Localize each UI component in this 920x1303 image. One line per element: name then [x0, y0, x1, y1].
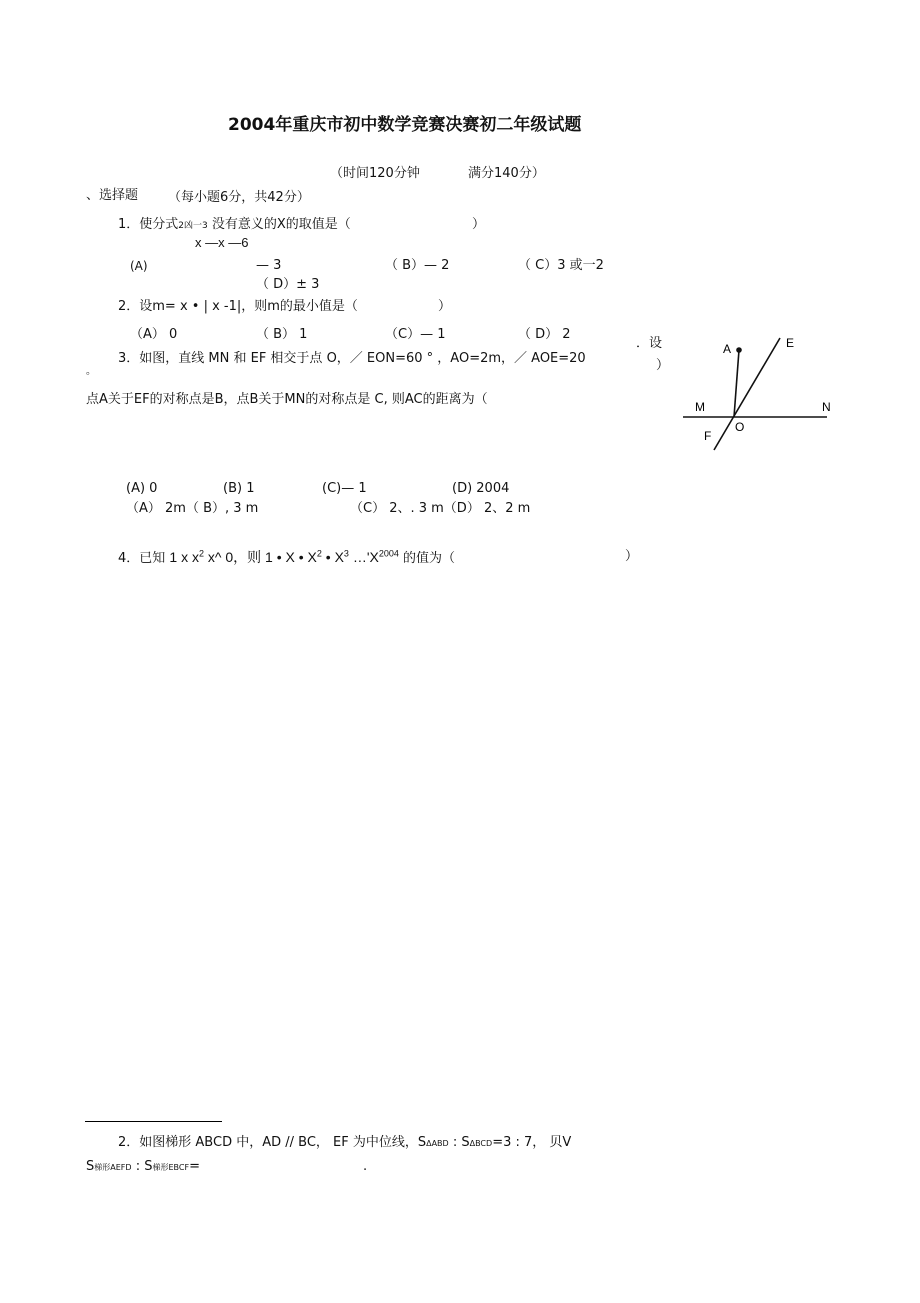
q4-expr-part3: • X — [321, 549, 344, 565]
q4-expr-part1: 1 x x — [169, 549, 199, 565]
q4-expression — [169, 549, 398, 565]
section-note: （每小题6分，共42分） — [168, 190, 310, 205]
footnote-line1-b: : S — [448, 1135, 470, 1150]
q4-exponent-4: 2004 — [378, 548, 399, 559]
point-a — [736, 347, 742, 353]
figure-label-m: M — [695, 400, 705, 414]
q3-paren-close: ） — [656, 358, 670, 373]
q1-option-c: （ C）3 或一2 — [518, 258, 604, 273]
q1-option-a: (A) — [130, 259, 148, 273]
q4-exponent-2: 2 — [316, 548, 322, 559]
q1-stem — [118, 217, 351, 234]
footnote-line1-c: =3 : 7， 贝V — [492, 1135, 572, 1150]
section-label: 、选择题 — [86, 188, 139, 203]
q1-stem-fraction: 2凶一3 — [178, 221, 208, 231]
score-note: 满分140分） — [468, 166, 545, 181]
q1-stem-a: 1．使分式 — [118, 217, 179, 232]
q4-exponent-3: 3 — [343, 548, 349, 559]
q1-option-a-value: — 3 — [256, 258, 282, 273]
q2-option-d: （ D） 2 — [518, 327, 571, 342]
q1-denominator: x —x —6 — [195, 235, 249, 250]
footnote-line2 — [86, 1159, 200, 1176]
q3-answer-c-d: （C） 2、. 3 m（D） 2、2 m — [350, 501, 531, 516]
footnote-sub-ebcf: 梯形EBCF — [152, 1163, 190, 1172]
q1-stem-b: 没有意义的X的取值是（ — [211, 217, 351, 232]
q2-option-a: （A） 0 — [130, 327, 178, 342]
footnote-rule — [85, 1121, 222, 1122]
figure-label-f: F — [704, 429, 712, 443]
footnote-line2-b: : S — [131, 1159, 153, 1174]
q4-stem-a: 4．已知 — [118, 551, 166, 566]
q3-line2: 点A关于EF的对称点是B，点B关于MN的对称点是 C, 则AC的距离为（ — [86, 392, 488, 407]
footnote-line1-a: 2．如图梯形 ABCD 中，AD // BC， EF 为中位线，S — [118, 1135, 427, 1150]
q4-expr-part2: x^ 0，则 1 • X • X — [204, 549, 317, 565]
q2-paren-close: ） — [438, 299, 452, 314]
figure-label-e: E — [786, 336, 795, 350]
q2-option-c: （C）— 1 — [385, 327, 446, 342]
footnote-line2-end: . — [363, 1159, 368, 1174]
segment-ao — [734, 350, 739, 417]
figure-label-n: N — [822, 400, 830, 414]
q3-option-b: (B) 1 — [223, 481, 255, 496]
q3-answer-a-b: （A） 2m（ B）, 3 m — [126, 501, 259, 516]
q2-stem: 2．设m= x • | x -1|，则m的最小值是（ — [118, 299, 358, 314]
figure-label-a: A — [723, 342, 732, 356]
q3-option-a: (A) 0 — [126, 481, 158, 496]
q4-stem — [118, 549, 455, 567]
q3-option-d: (D) 2004 — [452, 481, 510, 496]
q4-paren-close: ） — [625, 549, 639, 564]
footnote-line1 — [118, 1135, 571, 1152]
time-note: （时间120分钟 — [330, 166, 420, 181]
q1-option-d: （ D）± 3 — [256, 277, 320, 292]
q4-stem-b: 的值为（ — [398, 551, 456, 566]
q3-stem: 3．如图，直线 MN 和 EF 相交于点 O，／ EON=60 ° ，AO=2m，／ AOE=20 — [118, 351, 586, 366]
q1-paren-close: ） — [472, 217, 486, 232]
q4-expr-part4: …'X — [348, 549, 379, 565]
q1-option-b: （ B）— 2 — [385, 258, 450, 273]
q3-figure-svg — [680, 330, 830, 455]
q3-stem-end: ．设 — [636, 336, 663, 351]
page-title: 2004年重庆市初中数学竞赛决赛初二年级试题 — [228, 115, 582, 135]
footnote-line2-a: S — [86, 1159, 95, 1174]
q4-exponent-1: 2 — [199, 548, 205, 559]
q3-figure — [680, 330, 830, 455]
footnote-sub-aefd: 梯形AEFD — [94, 1163, 132, 1172]
q3-option-c: (C)— 1 — [322, 481, 367, 496]
q3-degree-mark: 。 — [86, 366, 96, 377]
footnote-sub-abd: ΔABD — [426, 1139, 449, 1148]
figure-label-o: O — [735, 420, 745, 434]
footnote-line2-c: = — [189, 1159, 200, 1174]
footnote-sub-bcd: ΔBCD — [469, 1139, 493, 1148]
q2-option-b: （ B） 1 — [256, 327, 308, 342]
